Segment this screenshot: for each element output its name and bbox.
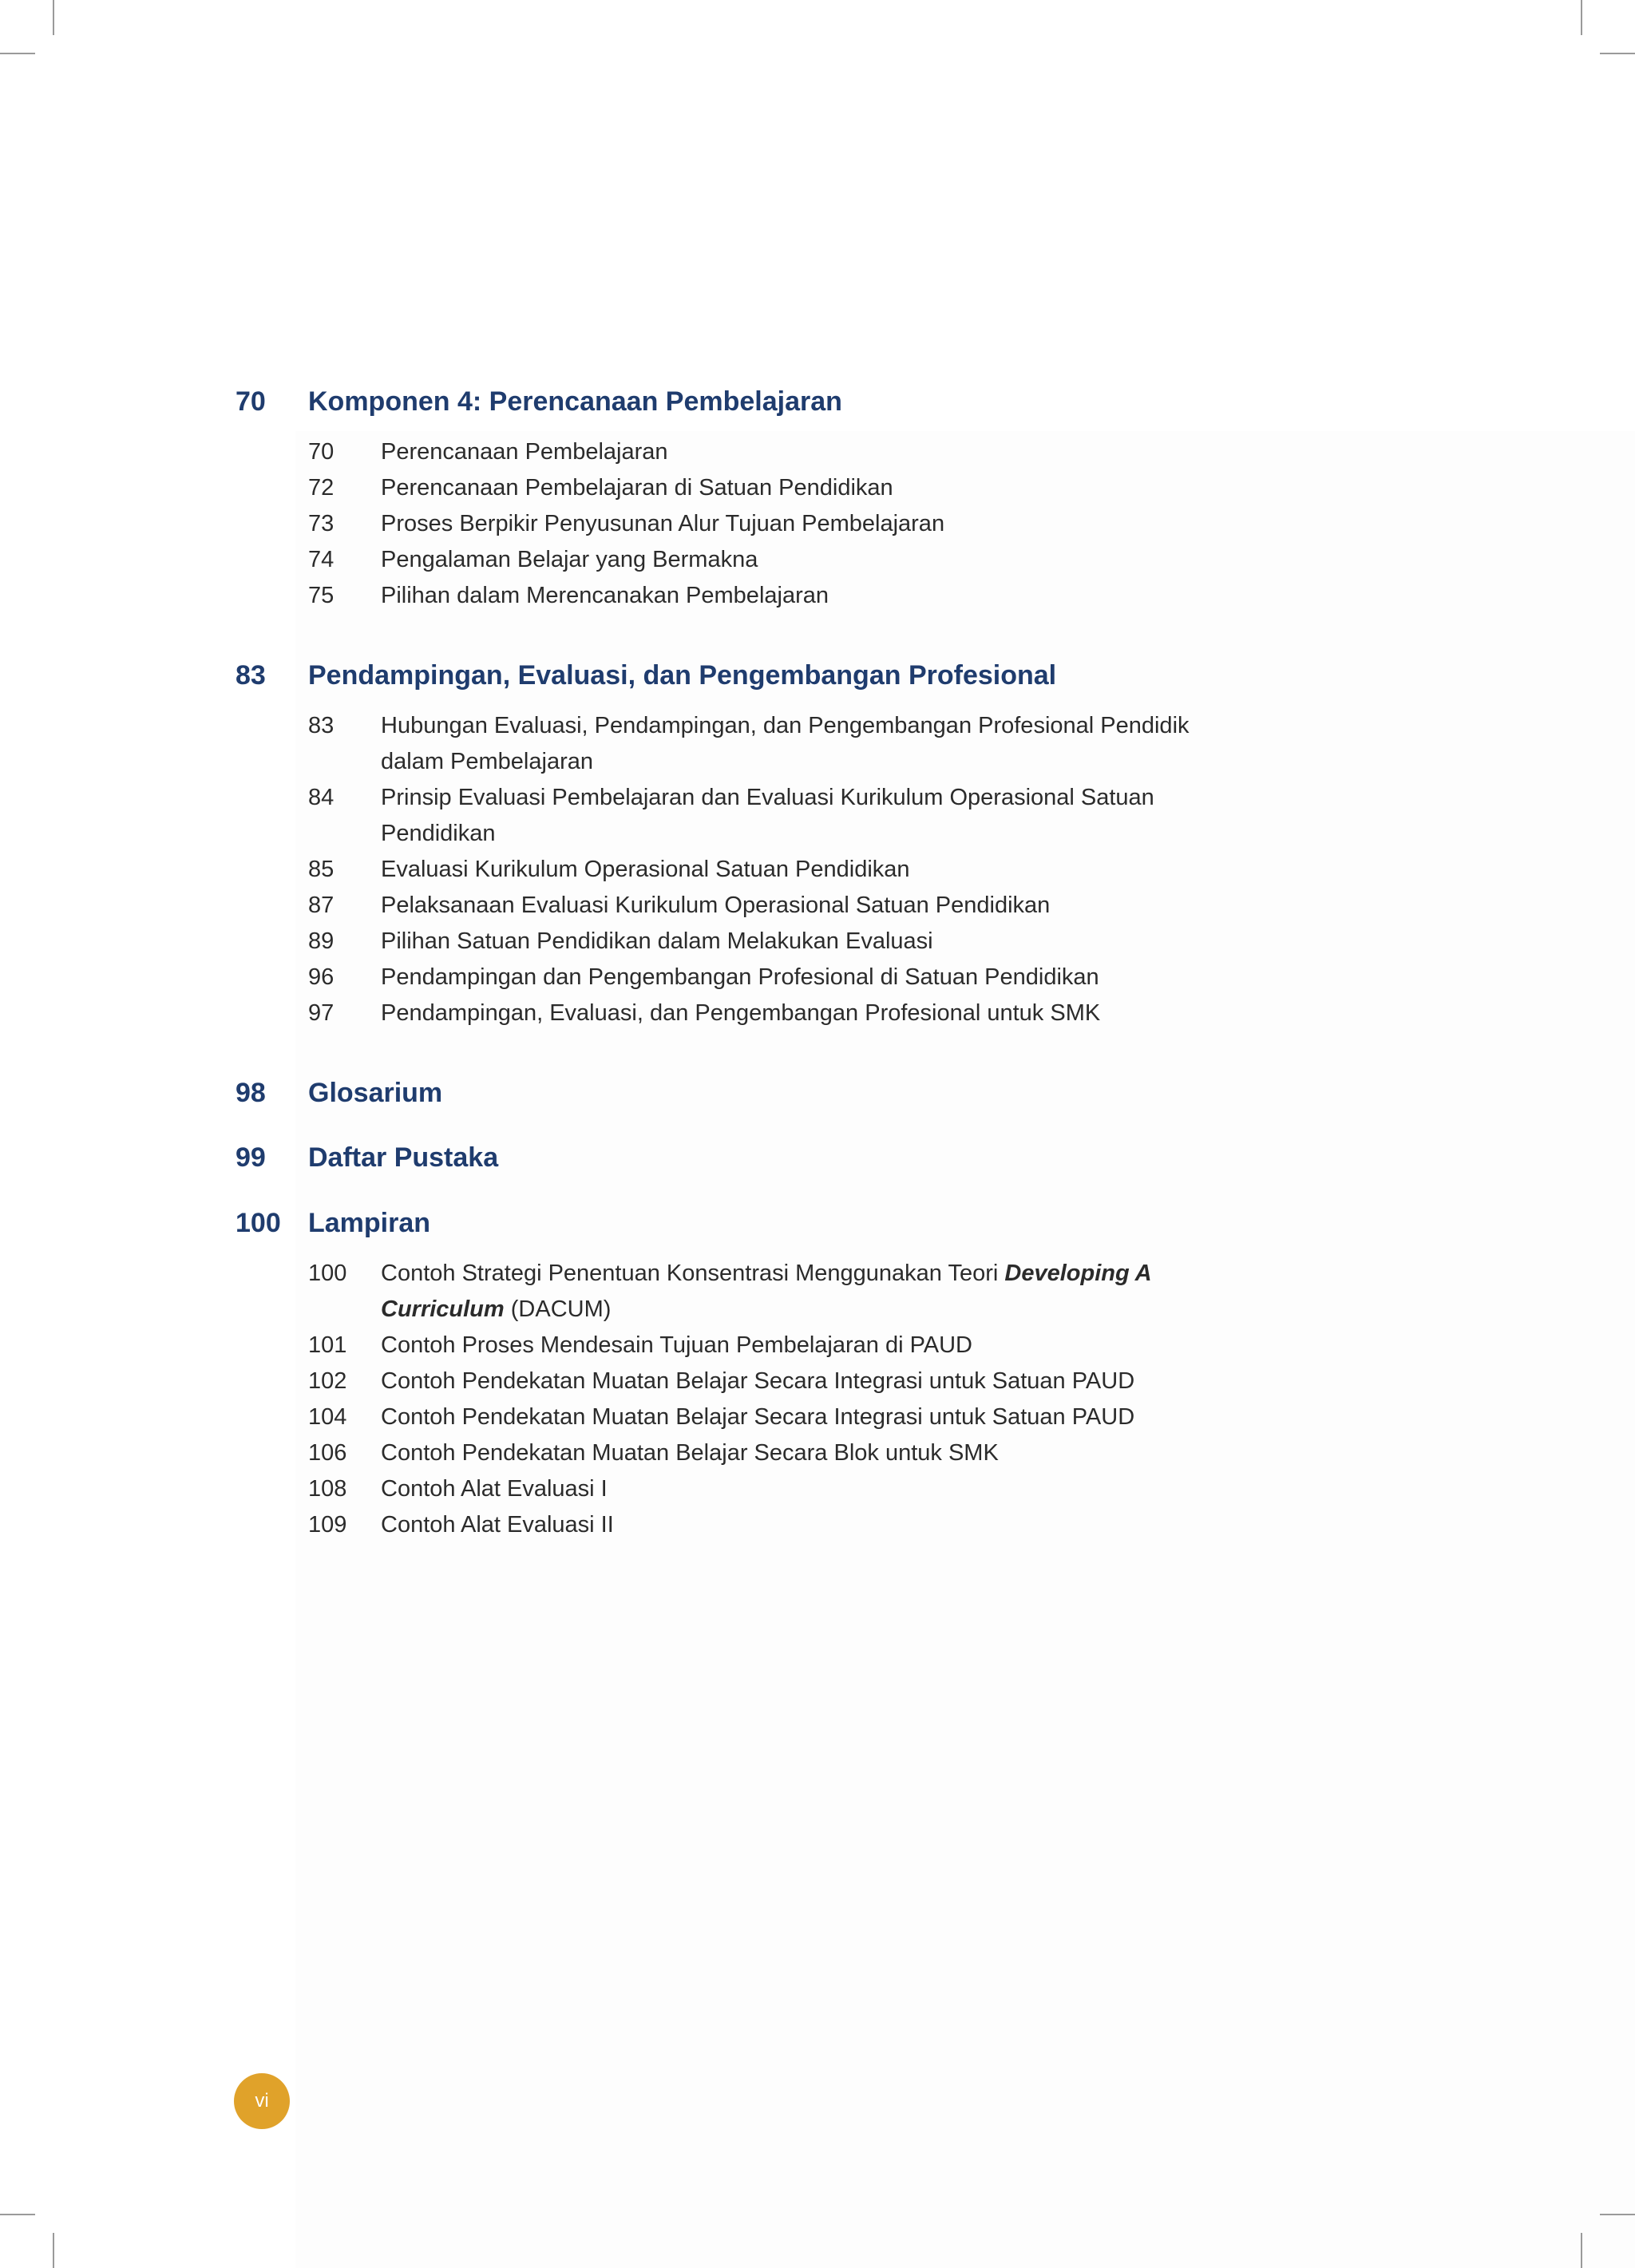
toc-section-heading[interactable] xyxy=(0,1205,1635,1241)
section-title: Daftar Pustaka xyxy=(308,1142,499,1173)
toc-section-heading[interactable] xyxy=(0,1139,1635,1176)
section-page-number: 83 xyxy=(236,660,266,691)
crop-mark-top-right xyxy=(1600,53,1635,54)
section-page-number: 99 xyxy=(236,1142,266,1173)
entry-page-number: 104 xyxy=(308,1404,347,1430)
crop-mark-bottom-left xyxy=(0,2214,35,2215)
entry-page-number: 73 xyxy=(308,511,335,536)
entry-title xyxy=(381,1256,1243,1328)
entry-title: Evaluasi Kurikulum Operasional Satuan Pendidikan xyxy=(381,857,910,882)
toc-section-heading[interactable] xyxy=(0,657,1635,694)
entry-title-part: (DACUM) xyxy=(504,1296,612,1322)
entry-title: Contoh Proses Mendesain Tujuan Pembelajaran di PAUD xyxy=(381,1332,972,1358)
entry-page-number: 109 xyxy=(308,1512,347,1538)
entry-title: Pilihan Satuan Pendidikan dalam Melakukan Evaluasi xyxy=(381,928,933,954)
entry-title: Pendampingan, Evaluasi, dan Pengembangan Profesional untuk SMK xyxy=(381,1000,1101,1026)
section-title: Glosarium xyxy=(308,1078,443,1108)
entry-page-number: 75 xyxy=(308,583,335,608)
section-title: Lampiran xyxy=(308,1208,431,1238)
entry-page-number: 85 xyxy=(308,857,335,882)
entry-page-number: 106 xyxy=(308,1440,347,1466)
entry-page-number: 89 xyxy=(308,928,335,954)
entry-page-number: 72 xyxy=(308,475,335,501)
entry-page-number: 87 xyxy=(308,893,335,918)
crop-mark-bottom-left xyxy=(53,2233,54,2268)
entry-title: Perencanaan Pembelajaran di Satuan Pendidikan xyxy=(381,475,893,501)
entry-title: Pendampingan dan Pengembangan Profesional di Satuan Pendidikan xyxy=(381,964,1099,990)
entry-page-number: 102 xyxy=(308,1368,347,1394)
section-page-number: 98 xyxy=(236,1078,266,1108)
entry-page-number: 74 xyxy=(308,547,335,572)
entry-page-number: 97 xyxy=(308,1000,335,1026)
entry-page-number: 101 xyxy=(308,1332,347,1358)
section-page-number: 100 xyxy=(236,1208,281,1238)
entry-title: Pilihan dalam Merencanakan Pembelajaran xyxy=(381,583,829,608)
entry-title: Pelaksanaan Evaluasi Kurikulum Operasional Satuan Pendidikan xyxy=(381,893,1051,918)
toc-section-heading[interactable] xyxy=(0,1075,1635,1111)
entry-title: Contoh Pendekatan Muatan Belajar Secara Blok untuk SMK xyxy=(381,1440,999,1466)
entry-title: Contoh Pendekatan Muatan Belajar Secara Integrasi untuk Satuan PAUD xyxy=(381,1368,1135,1394)
entry-title: Perencanaan Pembelajaran xyxy=(381,439,668,465)
entry-title: Hubungan Evaluasi, Pendampingan, dan Pengembangan Profesional Pendidik dalam Pembelajaran xyxy=(381,713,1190,774)
crop-mark-top-right xyxy=(1581,0,1582,35)
crop-mark-top-left xyxy=(53,0,54,35)
entry-page-number: 96 xyxy=(308,964,335,990)
entry-title: Proses Berpikir Penyusunan Alur Tujuan Pembelajaran xyxy=(381,511,945,536)
entry-page-number: 70 xyxy=(308,439,335,465)
entry-page-number: 83 xyxy=(308,713,335,738)
entry-title: Pengalaman Belajar yang Bermakna xyxy=(381,547,758,572)
page-number-badge: vi xyxy=(234,2073,290,2129)
entry-title: Prinsip Evaluasi Pembelajaran dan Evaluasi Kurikulum Operasional Satuan Pendidikan xyxy=(381,785,1154,846)
entry-title: Contoh Alat Evaluasi I xyxy=(381,1476,608,1502)
crop-mark-bottom-right xyxy=(1581,2233,1582,2268)
entry-title: Contoh Alat Evaluasi II xyxy=(381,1512,614,1538)
entry-page-number: 100 xyxy=(308,1261,347,1286)
entry-page-number: 108 xyxy=(308,1476,347,1502)
section-title: Komponen 4: Perencanaan Pembelajaran xyxy=(308,386,842,417)
entry-title-part: Contoh Strategi Penentuan Konsentrasi Menggunakan Teori xyxy=(381,1261,1005,1286)
section-title: Pendampingan, Evaluasi, dan Pengembangan Profesional xyxy=(308,660,1057,691)
entry-page-number: 84 xyxy=(308,785,335,810)
crop-mark-top-left xyxy=(0,53,35,54)
entry-title-emphasis: Developing A Curriculum xyxy=(381,1261,1151,1322)
section-page-number: 70 xyxy=(236,386,266,417)
crop-mark-bottom-right xyxy=(1600,2214,1635,2215)
toc-section-heading[interactable] xyxy=(0,383,1635,420)
entry-title: Contoh Pendekatan Muatan Belajar Secara Integrasi untuk Satuan PAUD xyxy=(381,1404,1135,1430)
